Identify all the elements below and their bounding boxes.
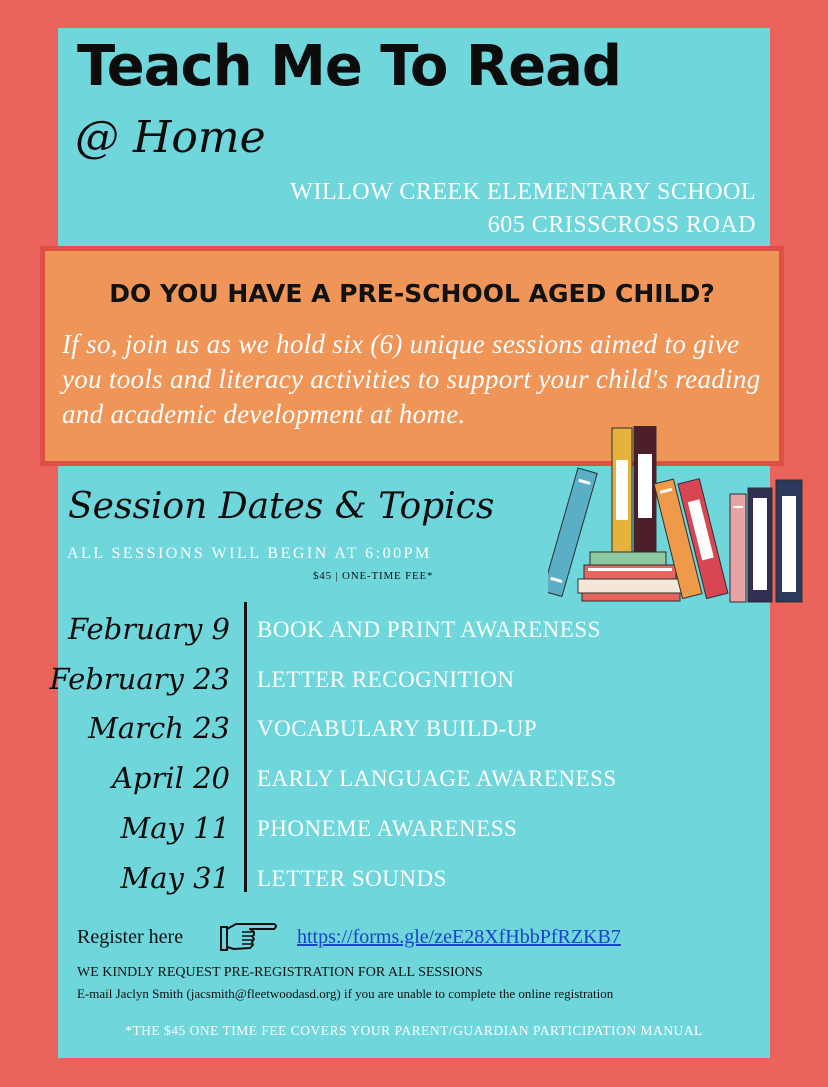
intro-text: If so, join us as we hold six (6) unique sessions aimed to give you tools and literacy activities to support your child's reading and academic development at home. xyxy=(62,329,761,429)
session-date: February 9 xyxy=(67,612,230,646)
schedule-divider xyxy=(244,602,247,892)
school-info xyxy=(290,176,756,242)
pointing-hand-icon xyxy=(218,918,280,954)
fee-footnote: *THE $45 ONE TIME FEE COVERS YOUR PARENT/GUARDIAN PARTICIPATION MANUAL xyxy=(125,1023,703,1038)
school-name: WILLOW CREEK ELEMENTARY SCHOOL xyxy=(290,179,756,205)
session-date: March 23 xyxy=(88,711,230,745)
flyer-title: Teach Me To Read xyxy=(77,34,621,99)
sessions-heading: Session Dates & Topics xyxy=(68,486,495,527)
session-date: May 11 xyxy=(120,811,230,845)
registration-link[interactable]: https://forms.gle/zeE28XfHbbPfRZKB7 xyxy=(297,926,621,948)
session-topic: LETTER SOUNDS xyxy=(257,866,447,891)
session-date: May 31 xyxy=(120,861,230,895)
session-topic: VOCABULARY BUILD-UP xyxy=(257,716,538,741)
session-topic: LETTER RECOGNITION xyxy=(257,667,515,692)
flyer-subtitle: @ Home xyxy=(75,112,266,163)
books-stack-icon xyxy=(548,426,810,606)
intro-question: DO YOU HAVE A PRE-SCHOOL AGED CHILD? xyxy=(109,279,715,308)
session-topic: BOOK AND PRINT AWARENESS xyxy=(257,617,601,642)
sessions-start-note: ALL SESSIONS WILL BEGIN AT 6:00PM xyxy=(67,545,432,562)
preregistration-request: WE KINDLY REQUEST PRE-REGISTRATION FOR ALL SESSIONS xyxy=(77,965,483,980)
session-topic: EARLY LANGUAGE AWARENESS xyxy=(257,766,617,791)
register-label: Register here xyxy=(77,926,184,948)
session-date: April 20 xyxy=(111,761,230,795)
sessions-fee-note: $45 | ONE-TIME FEE* xyxy=(313,570,434,582)
session-date: February 23 xyxy=(49,662,230,696)
session-topic: PHONEME AWARENESS xyxy=(257,816,518,841)
school-address: 605 CRISSCROSS ROAD xyxy=(487,212,756,238)
email-note: E-mail Jaclyn Smith (jacsmith@fleetwoodasd.org) if you are unable to complete the online registration xyxy=(77,986,614,1001)
